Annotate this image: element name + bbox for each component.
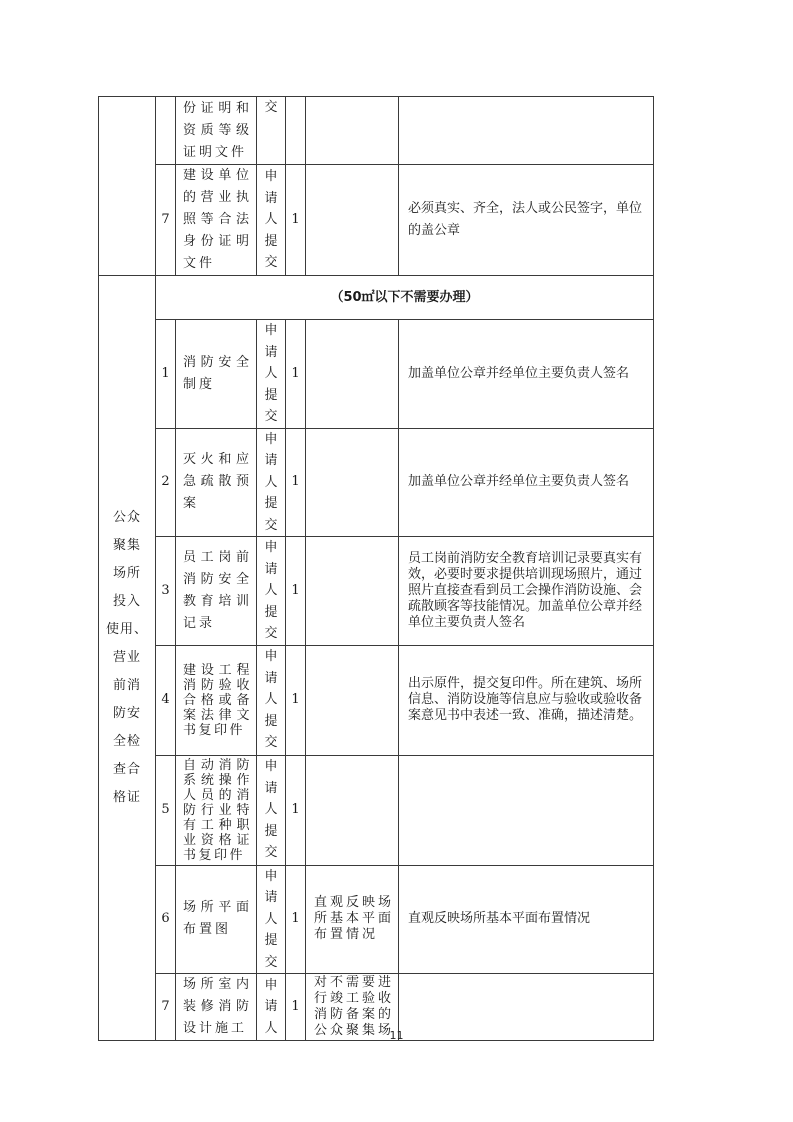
source-char: 提 [264, 233, 278, 249]
category-line: 防安 [112, 706, 141, 721]
source-char: 交 [264, 845, 278, 861]
source-char: 请 [264, 344, 278, 360]
category-line: 格证 [112, 790, 141, 805]
row-number: 2 [156, 428, 176, 537]
source-char: 交 [264, 100, 278, 115]
material-requirement [399, 755, 654, 865]
category-line: 投入 [112, 594, 141, 609]
category-line: 营业 [112, 650, 141, 665]
source-char: 人 [264, 366, 278, 381]
row-number: 3 [156, 537, 176, 646]
category-line: 查合 [112, 762, 141, 777]
material-quantity [286, 97, 306, 165]
material-requirement: 加盖单位公章并经单位主要负责人签名 [399, 428, 654, 537]
category-line: 前消 [112, 678, 141, 693]
area-exemption-banner: （50㎡以下不需要办理） [156, 276, 654, 320]
material-source [257, 320, 286, 429]
category-line: 全检 [112, 734, 141, 749]
material-requirement: 直观反映场所基本平面布置情况 [399, 865, 654, 974]
category-line: 公众 [112, 510, 141, 525]
source-char: 人 [264, 911, 278, 927]
material-form [306, 320, 399, 429]
material-name: 场所室内装修消防设计施工 [176, 974, 257, 1041]
material-quantity: 1 [286, 645, 306, 755]
source-char: 申 [264, 868, 278, 884]
material-source [257, 165, 286, 276]
material-source [257, 755, 286, 865]
material-name: 消防安全制度 [176, 320, 257, 429]
category-line: 场所 [112, 566, 141, 581]
material-quantity: 1 [286, 428, 306, 537]
material-quantity: 1 [286, 165, 306, 276]
material-name: 自动消防系统操作人员的消防行业特有工种职业资格证书复印件 [176, 755, 257, 865]
material-name: 份证明和资质等级证明文件 [176, 97, 257, 165]
source-char: 请 [264, 190, 278, 206]
material-name: 建设单位的营业执照等合法身份证明文件 [176, 165, 257, 276]
material-form: 对不需要进行竣工验收消防备案的公众聚集场 [306, 974, 399, 1041]
source-char: 请 [264, 453, 278, 468]
material-quantity: 1 [286, 865, 306, 974]
source-char: 请 [264, 999, 278, 1015]
table-row [99, 865, 654, 974]
source-char: 人 [264, 474, 278, 490]
material-source [257, 428, 286, 537]
source-char: 交 [264, 255, 278, 271]
source-char: 申 [264, 169, 278, 185]
source-char: 人 [264, 212, 278, 228]
category-line: 聚集 [112, 538, 141, 553]
source-char: 交 [264, 517, 278, 533]
table-row [99, 537, 654, 646]
material-quantity: 1 [286, 974, 306, 1041]
material-form [306, 645, 399, 755]
source-char: 请 [264, 890, 278, 905]
category-label [99, 504, 155, 812]
page-number: 11 [389, 1029, 404, 1042]
material-form [306, 428, 399, 537]
material-name: 场所平面布置图 [176, 865, 257, 974]
row-number: 1 [156, 320, 176, 429]
material-requirement: 出示原件，提交复印件。所在建筑、场所信息、消防设施等信息应与验收或验收备案意见书中表述一致、准确，描述清楚。 [399, 645, 654, 755]
row-number: 7 [156, 974, 176, 1041]
source-char: 申 [264, 977, 278, 993]
material-name: 员工岗前消防安全教育培训记录 [176, 537, 257, 646]
row-number [156, 97, 176, 165]
category-cell [99, 276, 156, 1041]
material-requirement: 必须真实、齐全，法人或公民签字，单位的盖公章 [399, 165, 654, 276]
material-source [257, 865, 286, 974]
row-number: 6 [156, 865, 176, 974]
source-char: 申 [264, 323, 278, 338]
source-char: 请 [264, 780, 278, 796]
material-source [257, 97, 286, 165]
material-form [306, 755, 399, 865]
material-quantity: 1 [286, 320, 306, 429]
source-char: 提 [264, 604, 278, 620]
material-name: 灭火和应急疏散预案 [176, 428, 257, 537]
category-cell-continued [99, 97, 156, 276]
table-row [99, 320, 654, 429]
source-char: 申 [264, 759, 278, 775]
source-char: 人 [264, 692, 278, 708]
table-row [99, 755, 654, 865]
source-char: 提 [264, 387, 278, 403]
material-requirement [399, 97, 654, 165]
material-source [257, 645, 286, 755]
source-char: 人 [264, 583, 278, 598]
source-char: 请 [264, 561, 278, 577]
source-char: 提 [264, 713, 278, 729]
row-number: 4 [156, 645, 176, 755]
row-number: 5 [156, 755, 176, 865]
material-name: 建设工程消防验收合格或备案法律文书复印件 [176, 645, 257, 755]
table-row [99, 97, 654, 165]
source-char: 申 [264, 540, 278, 555]
table-row [99, 165, 654, 276]
source-char: 提 [264, 823, 278, 839]
source-char: 提 [264, 496, 278, 511]
material-quantity: 1 [286, 537, 306, 646]
material-form [306, 165, 399, 276]
source-char: 申 [264, 431, 278, 447]
source-char: 提 [264, 933, 278, 948]
source-char: 交 [264, 626, 278, 641]
source-char: 交 [264, 409, 278, 424]
material-requirement: 加盖单位公章并经单位主要负责人签名 [399, 320, 654, 429]
source-char: 请 [264, 670, 278, 686]
banner-row [99, 276, 654, 320]
material-form: 直观反映场所基本平面布置情况 [306, 865, 399, 974]
row-number: 7 [156, 165, 176, 276]
material-requirement: 员工岗前消防安全教育培训记录要真实有效，必要时要求提供培训现场照片，通过照片直接查看到员工会操作消防设施、会疏散顾客等技能情况。加盖单位公章并经单位主要负责人签名 [399, 537, 654, 646]
category-line: 使用、 [105, 622, 148, 637]
table-row [99, 645, 654, 755]
source-char: 交 [264, 735, 278, 751]
source-char: 申 [264, 649, 278, 665]
source-char: 交 [264, 954, 278, 970]
source-char: 人 [264, 802, 278, 818]
table-row [99, 428, 654, 537]
material-form [306, 97, 399, 165]
materials-table [98, 96, 654, 1041]
material-source [257, 537, 286, 646]
material-quantity: 1 [286, 755, 306, 865]
material-form [306, 537, 399, 646]
source-char: 人 [264, 1020, 278, 1036]
